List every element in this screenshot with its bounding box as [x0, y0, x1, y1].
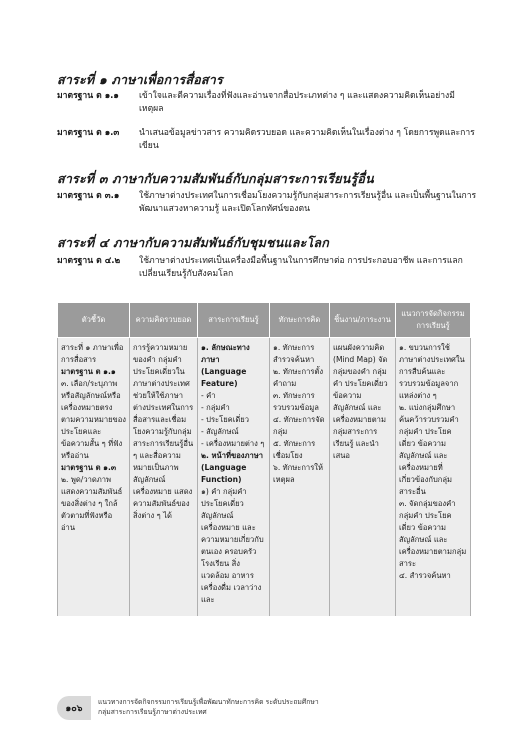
cell-content [198, 338, 270, 617]
page-number: ๑๐๖ [57, 696, 91, 720]
standard-code: มาตรฐาน ต ๑.๓ [57, 128, 120, 138]
cell-concept [130, 338, 198, 617]
header-task: ชิ้นงาน/ภาระงาน [330, 303, 396, 338]
footer-caption [98, 697, 319, 717]
header-thinking-skill: ทักษะการคิด [270, 303, 330, 338]
standard-code: มาตรฐาน ต ๑.๑ [57, 91, 119, 101]
standard-code: มาตรฐาน ต ๓.๑ [57, 191, 120, 201]
cell-text: ๒. แบ่งกลุ่มศึกษาค้นคว้ารวบรวมคำ กลุ่มคำ ประโยคเดี่ยว ข้อความ สัญลักษณ์ และเครื่องหมายที่เกี่ยวข้องกับกลุ่มสาระอื่น [399, 403, 459, 496]
standard-text: ใช้ภาษาต่างประเทศเป็นเครื่องมือพื้นฐานในการศึกษาต่อ การประกอบอาชีพ และการแลกเปลี่ยนเรียนรู้กับสังคมโลก [139, 256, 463, 279]
standard-code: มาตรฐาน ต ๔.๒ [57, 256, 121, 266]
cell-text: ๑. ลักษณะทางภาษา (Language Feature) [201, 343, 250, 388]
standard-text: ใช้ภาษาต่างประเทศในการเชื่อมโยงความรู้กับกลุ่มสาระการเรียนรู้อื่น และเป็นพื้นฐานในการพัฒนาแสวงหาความรู้ และเปิดโลกทัศน์ของตน [139, 191, 477, 214]
cell-text: ๓. เลือก/ระบุภาพหรือสัญลักษณ์หรือเครื่องหมายตรงตามความหมายของประโยคและข้อความสั้น ๆ ที่ฟังหรืออ่าน [61, 379, 126, 460]
section-heading-4: สาระที่ ๔ ภาษากับความสัมพันธ์กับชุมชนและโลก [57, 235, 330, 250]
standard-1-3 [57, 127, 477, 153]
cell-text: ๓. ทักษะการรวบรวมข้อมูล [273, 391, 319, 412]
table-row [58, 338, 471, 617]
cell-text: ๔. ทักษะการจัดกลุ่ม [273, 415, 325, 436]
footer-line-2: กลุ่มสาระการเรียนรู้ภาษาต่างประเทศ [98, 708, 207, 716]
cell-indicator [58, 338, 130, 617]
cell-text: ๕. ทักษะการเชื่อมโยง [273, 439, 316, 460]
cell-text: ๒. พูด/วาดภาพแสดงความสัมพันธ์ของสิ่งต่าง ๆ ใกล้ตัวตามที่ฟังหรืออ่าน [61, 475, 123, 532]
header-indicator: ตัวชี้วัด [58, 303, 130, 338]
cell-text: แผนผังความคิด (Mind Map) จัดกลุ่มของคำ กลุ่มคำ ประโยคเดี่ยว ข้อความ สัญลักษณ์ และเครื่องหมายตามกลุ่มสาระการเรียนรู้ และนำเสนอ [333, 343, 388, 460]
footer-line-1: แนวทางการจัดกิจกรรมการเรียนรู้เพื่อพัฒนาทักษะการคิด ระดับประถมศึกษา [98, 698, 319, 706]
standard-3-1 [57, 190, 477, 216]
cell-text: ๒. หน้าที่ของภาษา (Language Function) [201, 451, 263, 484]
cell-text: ๑. ขบวนการใช้ภาษาต่างประเทศในการสืบค้นและรวบรวมข้อมูลจากแหล่งต่าง ๆ [399, 343, 465, 400]
cell-text: - คำ [201, 391, 216, 400]
cell-text: ๓. จัดกลุ่มของคำ กลุ่มคำ ประโยคเดี่ยว ข้อความ สัญลักษณ์ และเครื่องหมายตามกลุ่มสาระ [399, 499, 467, 568]
cell-text: สาระที่ ๑ ภาษาเพื่อการสื่อสาร [61, 343, 124, 364]
standard-text: เข้าใจและตีความเรื่องที่ฟังและอ่านจากสื่อประเภทต่าง ๆ และแสดงความคิดเห็นอย่างมีเหตุผล [139, 91, 455, 114]
cell-text: การรู้ความหมายของคำ กลุ่มคำ ประโยคเดี่ยวในภาษาต่างประเทศ ช่วยให้ใช้ภาษาต่างประเทศในการสื่อสารและเชื่อมโยงความรู้กับกลุ่มสาระการเรียนรู้อื่น ๆ และสื่อความหมายเป็นภาพ สัญลักษณ์ เครื่องหมาย แสดงความสัมพันธ์ของสิ่งต่าง ๆ ได้ [133, 343, 194, 520]
header-activity: แนวการจัดกิจกรรมการเรียนรู้ [396, 303, 471, 338]
standard-1-1 [57, 90, 477, 116]
cell-task [330, 338, 396, 617]
cell-text: ๑. ทักษะการสำรวจค้นหา [273, 343, 315, 364]
section-heading-1: สาระที่ ๑ ภาษาเพื่อการสื่อสาร [57, 72, 223, 87]
cell-text: ๒. ทักษะการตั้งคำถาม [273, 367, 324, 388]
header-concept: ความคิดรวบยอด [130, 303, 198, 338]
cell-text: - เครื่องหมายต่าง ๆ [201, 439, 265, 448]
cell-activity [396, 338, 471, 617]
standard-4-2 [57, 255, 477, 281]
cell-text: ๑) คำ กลุ่มคำ ประโยคเดี่ยว สัญลักษณ์ เครื่องหมาย และความหมายเกี่ยวกับตนเอง ครอบครัว โรงเรียน สิ่งแวดล้อม อาหาร เครื่องดื่ม เวลาว่างและ [201, 487, 264, 604]
header-content: สาระการเรียนรู้ [198, 303, 270, 338]
cell-text: ๖. ทักษะการให้เหตุผล [273, 463, 323, 484]
cell-text: มาตรฐาน ต ๑.๑ [61, 367, 116, 376]
cell-text: - สัญลักษณ์ [201, 427, 239, 436]
cell-text: มาตรฐาน ต ๑.๓ [61, 463, 117, 472]
table-header-row [58, 303, 471, 338]
learning-table [57, 302, 471, 616]
cell-text: - กลุ่มคำ [201, 403, 230, 412]
cell-thinking-skill [270, 338, 330, 617]
cell-text: ๔. สำรวจค้นหา [399, 571, 451, 580]
standard-text: นำเสนอข้อมูลข่าวสาร ความคิดรวบยอด และความคิดเห็นในเรื่องต่าง ๆ โดยการพูดและการเขียน [139, 128, 475, 151]
section-heading-3: สาระที่ ๓ ภาษากับความสัมพันธ์กับกลุ่มสาระการเรียนรู้อื่น [57, 171, 374, 186]
cell-text: - ประโยคเดี่ยว [201, 415, 249, 424]
